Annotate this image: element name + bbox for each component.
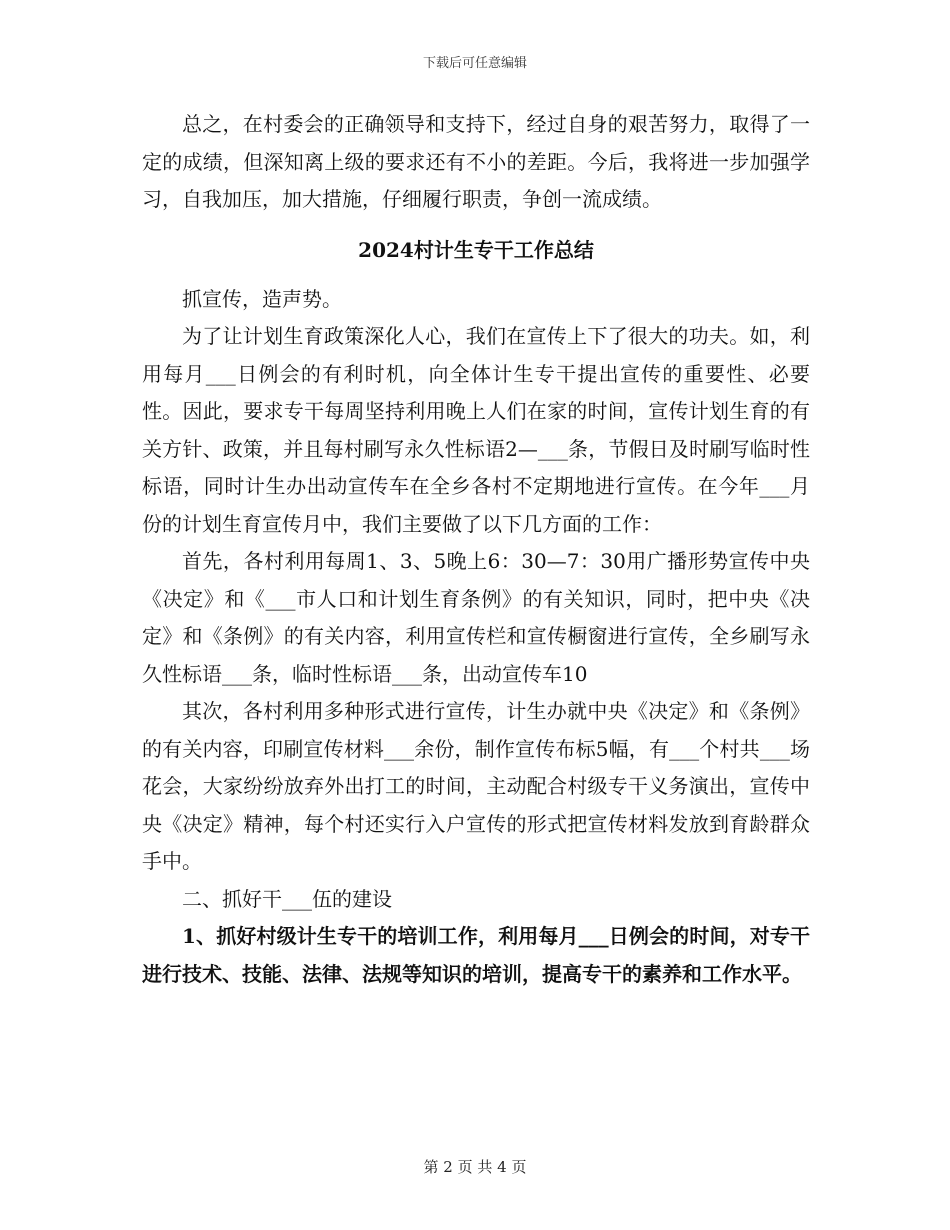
bold-training-paragraph: 1、抓好村级计生专干的培训工作，利用每月___日例会的时间，对专干进行技术、技能、法律、法规等知识的培训，提高专干的素养和工作水平。: [142, 924, 810, 986]
page-header: 下载后可任意编辑: [422, 56, 527, 71]
document-title: 2024村计生专干工作总结: [358, 237, 594, 262]
section-heading-team: 二、抓好干___伍的建设: [182, 886, 392, 911]
paragraph-propaganda-policy: 为了让计划生育政策深化人心，我们在宣传上下了很大的功夫。如，利用每月___日例会的有利时机，向全体计生专干提出宣传的重要性、必要性。因此，要求专干每周坚持利用晚上人们在家的时间，宣传计划生育的有关方针、政策，并且每村刷写永久性标语2—___条，节假日及时刷写临时性标语，同时计生办出动宣传车在全乡各村不定期地进行宣传。在今年___月份的计划生育宣传月中，我们主要做了以下几方面的工作：: [142, 324, 810, 536]
paragraph-heading-propaganda: 抓宣传，造声势。: [182, 286, 342, 311]
document-body: [142, 106, 810, 993]
intro-paragraph: 总之，在村委会的正确领导和支持下，经过自身的艰苦努力，取得了一定的成绩，但深知离上级的要求还有不小的差距。今后，我将进一步加强学习，自我加压，加大措施，仔细履行职责，争创一流成绩。: [142, 112, 810, 211]
paragraph-second: 其次，各村利用多种形式进行宣传，计生办就中央《决定》和《条例》的有关内容，印刷宣传材料___余份，制作宣传布标5幅，有___个村共___场花会，大家纷纷放弃外出打工的时间，主动配合村级专干义务演出，宣传中央《决定》精神，每个村还实行入户宣传的形式把宣传材料发放到育龄群众手中。: [142, 699, 810, 873]
paragraph-first: 首先，各村利用每周1、3、5晚上6：30—7：30用广播形势宣传中央《决定》和《___市人口和计划生育条例》的有关知识，同时，把中央《决定》和《条例》的有关内容，利用宣传栏和宣传橱窗进行宣传，全乡刷写永久性标语___条，临时性标语___条，出动宣传车10: [142, 549, 810, 686]
page-footer: 第 2 页 共 4 页: [423, 1158, 527, 1176]
